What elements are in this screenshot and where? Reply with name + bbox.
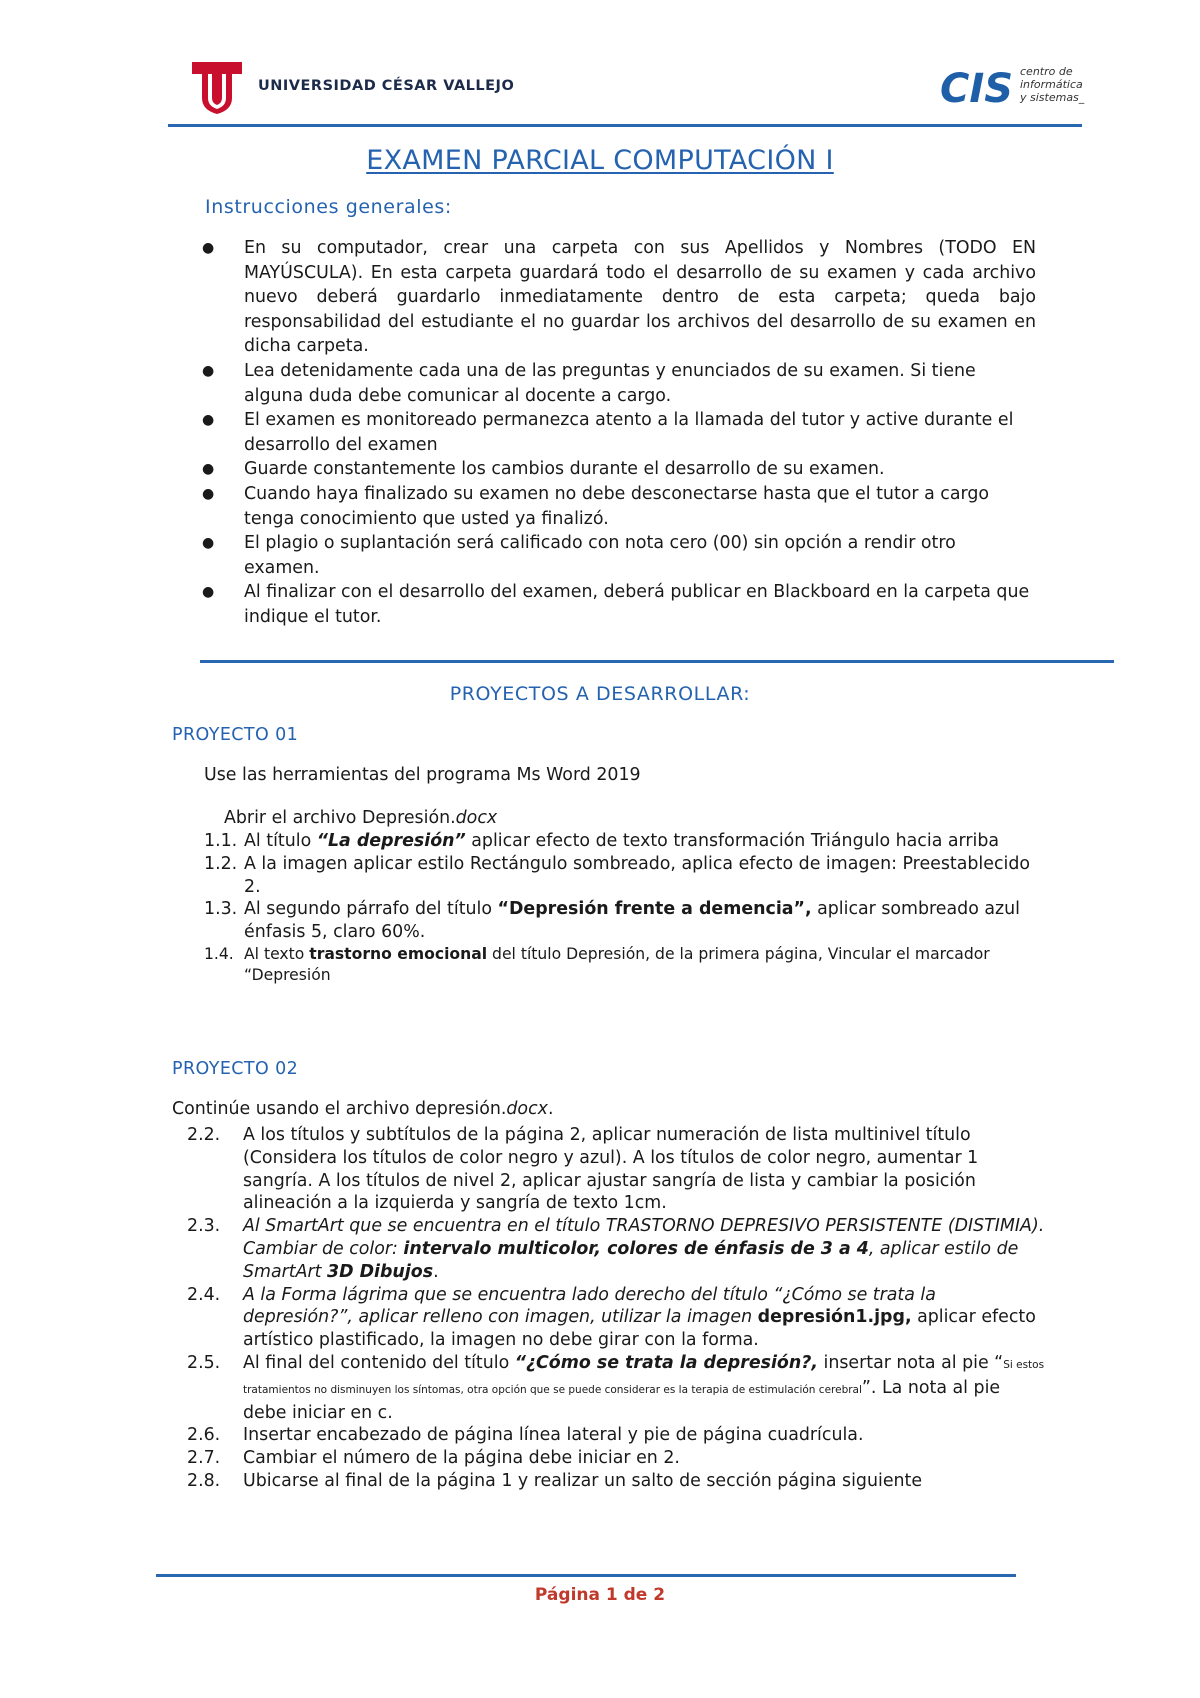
cis-logo-line1: centro de — [1020, 65, 1073, 78]
list-item: ● Al finalizar con el desarrollo del examen, deberá publicar en Blackboard en la carpeta que indique el tutor. — [202, 582, 1030, 627]
list-item: 2.7. Cambiar el número de la página debe iniciar en 2. — [187, 1448, 680, 1469]
university-name: UNIVERSIDAD CÉSAR VALLEJO — [258, 78, 515, 94]
bullet-icon: ● — [202, 240, 215, 256]
list-item: 1.2. A la imagen aplicar estilo Rectángulo sombreado, aplica efecto de imagen: Preestablecido 2. — [204, 853, 1031, 897]
list-item: ● Cuando haya finalizado su examen no debe desconectarse hasta que el tutor a cargo tenga conocimiento que usted ya finalizó. — [202, 483, 990, 529]
bullet-icon: ● — [202, 584, 215, 601]
project1-list — [204, 830, 1044, 986]
list-item: 2.6. Insertar encabezado de página línea lateral y pie de página cuadrícula. — [187, 1425, 864, 1446]
list-item: 2.5. Al final del contenido del título “¿Cómo se trata la depresión?, insertar nota al pie “Si estos tratamientos no disminuyen los síntomas, otra opción que se puede considerar es la terapia de estimulación cerebral”. La nota al pie debe iniciar en c. — [187, 1352, 1045, 1423]
header-divider — [168, 124, 1082, 127]
list-item: ● El examen es monitoreado permanezca atento a la llamada del tutor y active durante el desarrollo del examen — [202, 410, 1014, 455]
cis-logo-letters: CIS — [940, 66, 1014, 112]
project1-heading: PROYECTO 01 — [172, 725, 299, 745]
list-item: 1.1. Al título “La depresión” aplicar efecto de texto transformación Triángulo hacia arriba — [204, 831, 1000, 851]
list-item: ● El plagio o suplantación será calificado con nota cero (00) sin opción a rendir otro examen. — [202, 533, 956, 578]
bullet-icon: ● — [202, 412, 215, 429]
page-title: EXAMEN PARCIAL COMPUTACIÓN I — [366, 145, 834, 176]
footer-divider — [156, 1574, 1016, 1577]
projects-heading: PROYECTOS A DESARROLLAR: — [449, 683, 751, 705]
instructions-list — [200, 236, 1036, 630]
list-item: ● Lea detenidamente cada una de las preguntas y enunciados de su examen. Si tiene alguna duda debe comunicar al docente a cargo. — [202, 360, 976, 406]
instructions-heading: Instrucciones generales: — [205, 196, 452, 218]
list-item: 2.8. Ubicarse al final de la página 1 y realizar un salto de sección página siguiente — [187, 1470, 923, 1491]
list-item: ● En su computador, crear una carpeta con sus Apellidos y Nombres (TODO EN MAYÚSCULA). En esta carpeta guardará todo el desarrollo de su examen y cada archivo nuevo deberá guardarlo inmediatamente dentro de esta carpeta; queda bajo responsabilidad del estudiante el no guardar los archivos del desarrollo de su examen en dicha carpeta. — [202, 238, 1036, 357]
list-item: ● Guarde constantemente los cambios durante el desarrollo de su examen. — [200, 457, 1036, 482]
list-item: 1.4. Al texto trastorno emocional del título Depresión, de la primera página, Vincular el marcador “Depresión — [204, 944, 990, 984]
cis-logo — [938, 62, 1088, 112]
project1-sub-intro: Abrir el archivo Depresión.docx — [224, 808, 498, 828]
list-item: 2.2. A los títulos y subtítulos de la página 2, aplicar numeración de lista multinivel título (Considera los títulos de color negro y azul). A los títulos de color negro, aumentar 1 sangría. A los títulos de nivel 2, aplicar ajustar sangría de lista y cambiar la posición alineación a la izquierda y sangría de texto 1cm. — [187, 1125, 979, 1214]
bullet-icon: ● — [202, 535, 215, 552]
bullet-icon: ● — [202, 362, 215, 379]
cis-logo-line3: y sistemas_ — [1020, 91, 1085, 104]
section-divider — [200, 660, 1114, 663]
page-number: Página 1 de 2 — [534, 1585, 666, 1605]
list-item: 2.4. A la Forma lágrima que se encuentra lado derecho del título “¿Cómo se trata la depresión?”, aplicar relleno con imagen, utilizar la imagen depresión1.jpg, aplicar efecto artístico plastificado, la imagen no debe girar con la forma. — [187, 1284, 1036, 1351]
bullet-icon: ● — [202, 461, 215, 478]
project1-intro: Use las herramientas del programa Ms Word 2019 — [204, 765, 641, 785]
bullet-icon: ● — [202, 485, 215, 502]
list-item: 2.3. Al SmartArt que se encuentra en el título TRASTORNO DEPRESIVO PERSISTENTE (DISTIMIA). Cambiar de color: intervalo multicolor, colores de énfasis de 3 a 4, aplicar estilo de SmartArt 3D Dibujos. — [187, 1216, 1045, 1282]
list-item: 1.3. Al segundo párrafo del título “Depresión frente a demencia”, aplicar sombreado azul énfasis 5, claro 60%. — [204, 899, 1020, 943]
project2-intro: Continúe usando el archivo depresión.docx. — [172, 1099, 554, 1119]
project2-heading: PROYECTO 02 — [172, 1059, 299, 1079]
cis-logo-line2: informática — [1020, 78, 1083, 91]
project2-list — [187, 1124, 1049, 1493]
ucv-logo — [188, 58, 246, 116]
